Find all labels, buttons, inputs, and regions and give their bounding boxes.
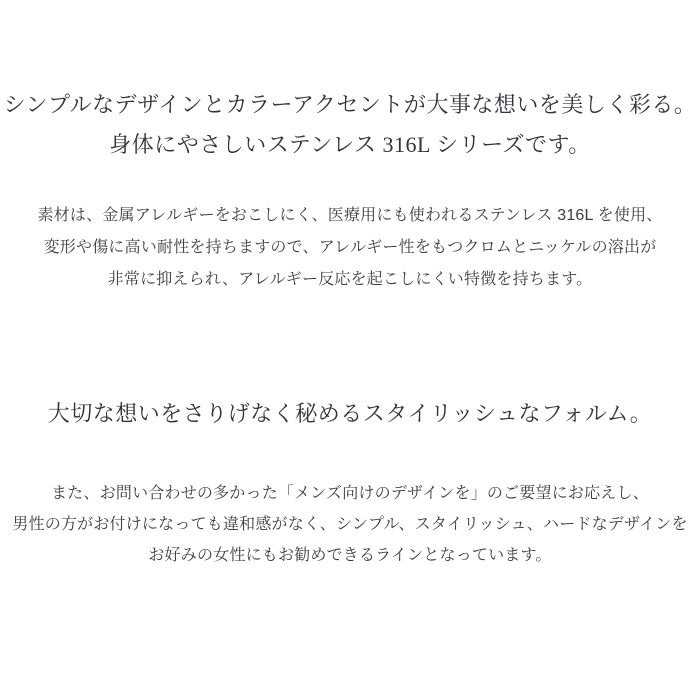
intro-headline-line-1: シンプルなデザインとカラーアクセントが大事な想いを美しく彩る。: [3, 92, 697, 118]
intro-headline: [0, 85, 700, 165]
form-body-paragraph: [0, 478, 700, 571]
intro-headline-line-2: 身体にやさしいステンレス 316L シリーズです。: [109, 132, 591, 158]
form-body-line-2: 男性の方がお付けになっても違和感がなく、シンプル、スタイリッシュ、ハードなデザインを: [12, 516, 688, 533]
form-headline: [0, 394, 700, 434]
form-headline-line-1: 大切な想いをさりげなく秘めるスタイリッシュなフォルム。: [47, 401, 653, 427]
intro-body-line-3: 非常に抑えられ、アレルギー反応を起こしにくい特徴を持ちます。: [107, 271, 593, 288]
form-body-line-3: お好みの女性にもお勧めできるラインとなっています。: [148, 547, 552, 564]
intro-body-line-2: 変形や傷に高い耐性を持ちますので、アレルギー性をもつクロムとニッケルの溶出が: [43, 239, 657, 256]
intro-body-line-1: 素材は、金属アレルギーをおこしにく、医療用にも使われるステンレス 316L を使用、: [37, 207, 663, 224]
intro-body-paragraph: [0, 200, 700, 296]
form-body-line-1: また、お問い合わせの多かった「メンズ向けのデザインを」のご要望にお応えし、: [51, 485, 649, 502]
